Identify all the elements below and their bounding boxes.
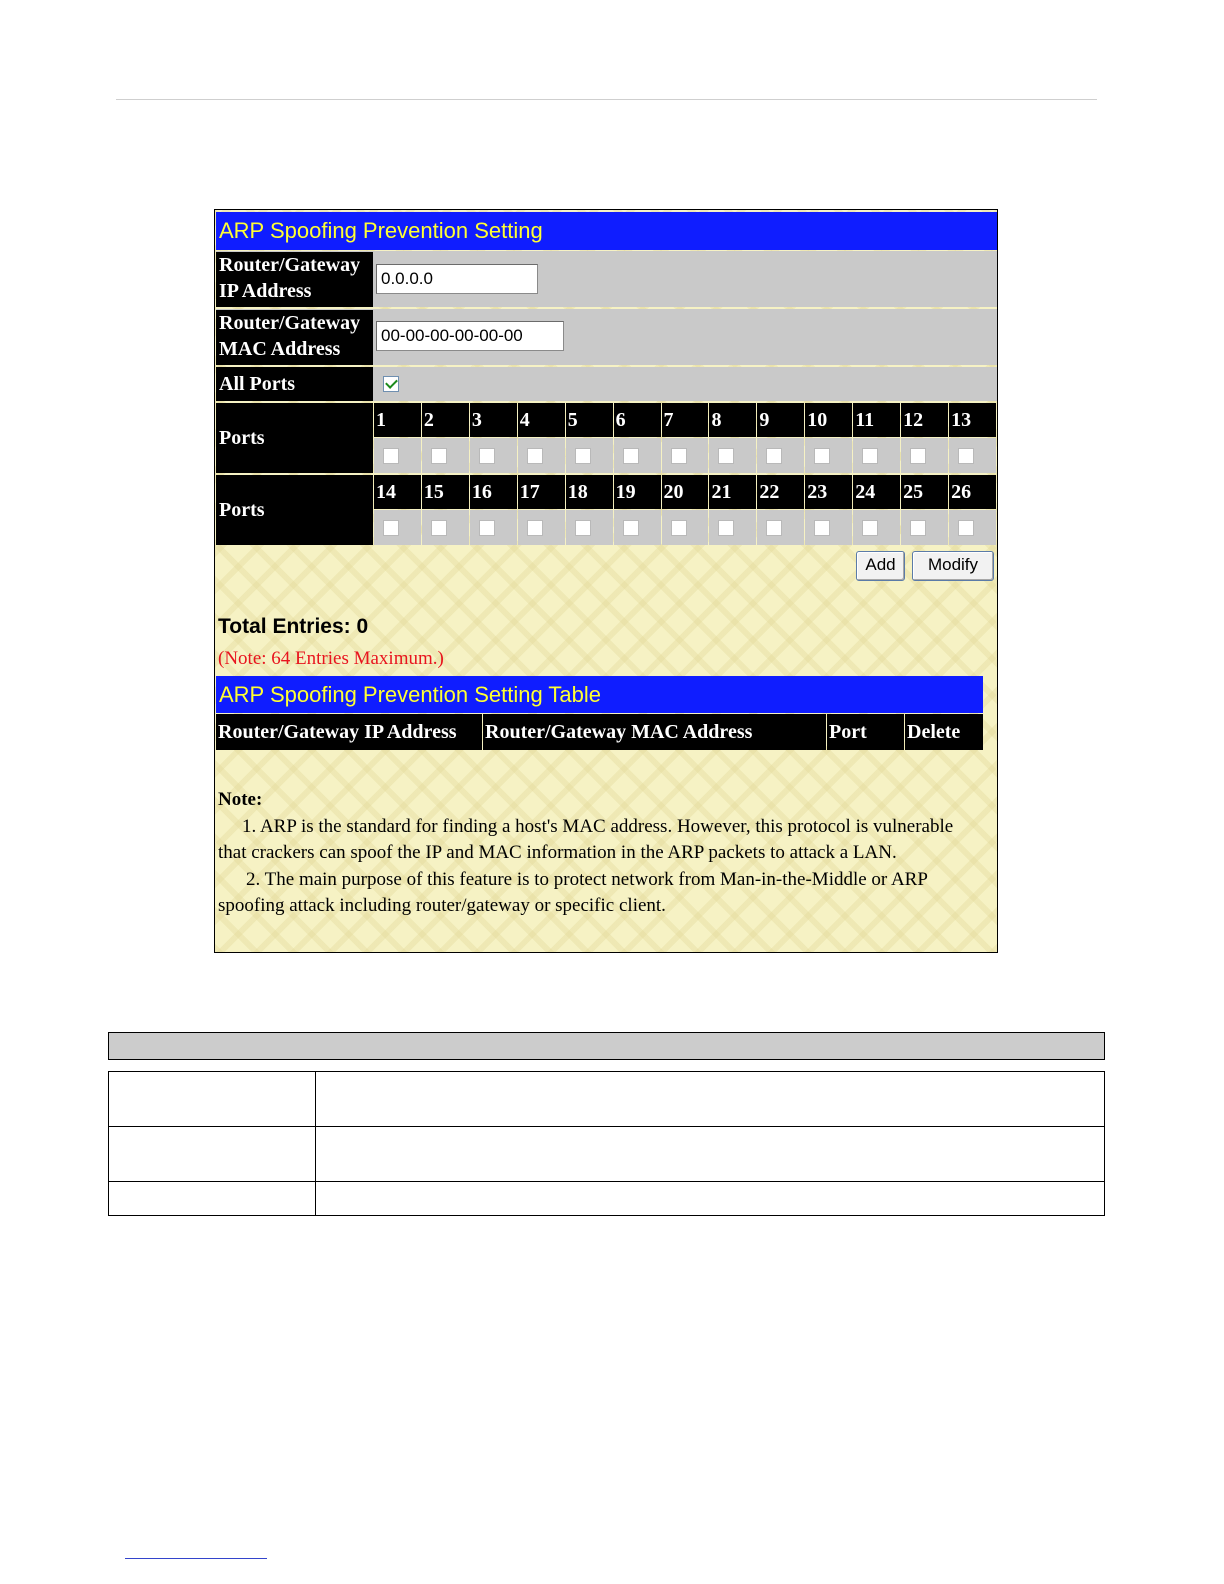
ports-label-row1: Ports <box>216 403 373 473</box>
header-delete: Delete <box>905 714 983 750</box>
page-top-rule <box>116 99 1097 100</box>
note-heading: Note: <box>218 789 263 810</box>
port-checkbox[interactable] <box>623 448 639 464</box>
header-mac-address: Router/Gateway MAC Address <box>483 714 826 750</box>
port-number: 16 <box>470 475 517 509</box>
port-checkbox[interactable] <box>814 448 830 464</box>
port-number: 17 <box>518 475 565 509</box>
doc-table-row <box>109 1182 1105 1216</box>
port-checkbox[interactable] <box>527 520 543 536</box>
port-number: 18 <box>566 475 613 509</box>
port-checkbox[interactable] <box>910 520 926 536</box>
panel-title: ARP Spoofing Prevention Setting <box>216 212 997 250</box>
port-number: 4 <box>518 403 565 437</box>
port-checkbox[interactable] <box>431 520 447 536</box>
header-ip-address: Router/Gateway IP Address <box>216 714 482 750</box>
port-checkbox[interactable] <box>862 520 878 536</box>
max-entries-note: (Note: 64 Entries Maximum.) <box>218 648 444 669</box>
doc-table-cell <box>109 1127 316 1182</box>
all-ports-checkbox[interactable] <box>383 376 399 392</box>
port-number: 21 <box>709 475 756 509</box>
doc-table-cell <box>316 1182 1105 1216</box>
port-checkbox[interactable] <box>383 448 399 464</box>
header-port: Port <box>827 714 904 750</box>
port-checkbox[interactable] <box>671 520 687 536</box>
port-number: 7 <box>662 403 709 437</box>
port-checkbox[interactable] <box>527 448 543 464</box>
mac-address-input[interactable]: 00-00-00-00-00-00 <box>376 321 564 351</box>
note-item-1: 1. ARP is the standard for finding a host's MAC address. However, this protocol is vulnerable that crackers can spoof the IP and MAC information in the ARP packets to attack a LAN. <box>218 815 954 863</box>
doc-table-row <box>109 1127 1105 1182</box>
port-checkbox[interactable] <box>671 448 687 464</box>
modify-button[interactable]: Modify <box>912 551 994 581</box>
doc-table-cell <box>109 1182 316 1216</box>
port-checkbox[interactable] <box>910 448 926 464</box>
port-checkbox[interactable] <box>862 448 878 464</box>
port-number: 19 <box>614 475 661 509</box>
all-ports-label: All Ports <box>216 367 373 401</box>
port-checkbox[interactable] <box>766 448 782 464</box>
port-number: 5 <box>566 403 613 437</box>
port-number: 1 <box>374 403 421 437</box>
doc-table-header <box>108 1032 1105 1060</box>
ports-grid-row1 <box>374 403 997 473</box>
port-checkbox[interactable] <box>766 520 782 536</box>
port-number: 6 <box>614 403 661 437</box>
port-checkbox[interactable] <box>958 448 974 464</box>
port-checkbox[interactable] <box>383 520 399 536</box>
port-number: 23 <box>805 475 852 509</box>
doc-table-cell <box>109 1072 316 1127</box>
note-block <box>218 787 978 920</box>
port-number: 8 <box>709 403 756 437</box>
arp-spoofing-screenshot <box>214 209 998 953</box>
port-number: 22 <box>757 475 804 509</box>
port-number: 15 <box>422 475 469 509</box>
doc-parameter-table <box>108 1071 1105 1216</box>
ip-label-line1: Router/Gateway <box>219 254 361 276</box>
add-button[interactable]: Add <box>856 551 905 581</box>
ports-grid-row2 <box>374 475 997 545</box>
port-checkbox[interactable] <box>718 520 734 536</box>
port-number: 24 <box>853 475 900 509</box>
doc-table-row <box>109 1072 1105 1127</box>
port-checkbox[interactable] <box>431 448 447 464</box>
port-checkbox[interactable] <box>479 520 495 536</box>
port-checkbox[interactable] <box>575 520 591 536</box>
port-checkbox[interactable] <box>623 520 639 536</box>
port-number: 2 <box>422 403 469 437</box>
ip-label-line2: IP Address <box>219 280 312 302</box>
port-checkbox[interactable] <box>575 448 591 464</box>
mac-label-line2: MAC Address <box>219 338 341 360</box>
port-checkbox[interactable] <box>718 448 734 464</box>
doc-table-cell <box>316 1072 1105 1127</box>
port-checkbox[interactable] <box>479 448 495 464</box>
port-number: 12 <box>901 403 948 437</box>
port-number: 26 <box>949 475 996 509</box>
port-number: 9 <box>757 403 804 437</box>
port-number: 11 <box>853 403 900 437</box>
port-number: 13 <box>949 403 996 437</box>
mac-address-label <box>216 310 373 365</box>
table-title: ARP Spoofing Prevention Setting Table <box>216 676 983 713</box>
footer-link-rule <box>125 1558 267 1559</box>
port-number: 3 <box>470 403 517 437</box>
ip-address-label <box>216 252 373 307</box>
mac-label-line1: Router/Gateway <box>219 312 361 334</box>
doc-table-cell <box>316 1127 1105 1182</box>
ports-label-row2: Ports <box>216 475 373 545</box>
port-number: 25 <box>901 475 948 509</box>
port-checkbox[interactable] <box>958 520 974 536</box>
port-checkbox[interactable] <box>814 520 830 536</box>
port-number: 10 <box>805 403 852 437</box>
port-number: 20 <box>662 475 709 509</box>
total-entries: Total Entries: 0 <box>218 615 369 638</box>
port-number: 14 <box>374 475 421 509</box>
ip-address-input[interactable]: 0.0.0.0 <box>376 264 538 294</box>
note-item-2: 2. The main purpose of this feature is to protect network from Man-in-the-Middle or ARP spoofing attack including router/gateway or specific client. <box>218 868 928 916</box>
